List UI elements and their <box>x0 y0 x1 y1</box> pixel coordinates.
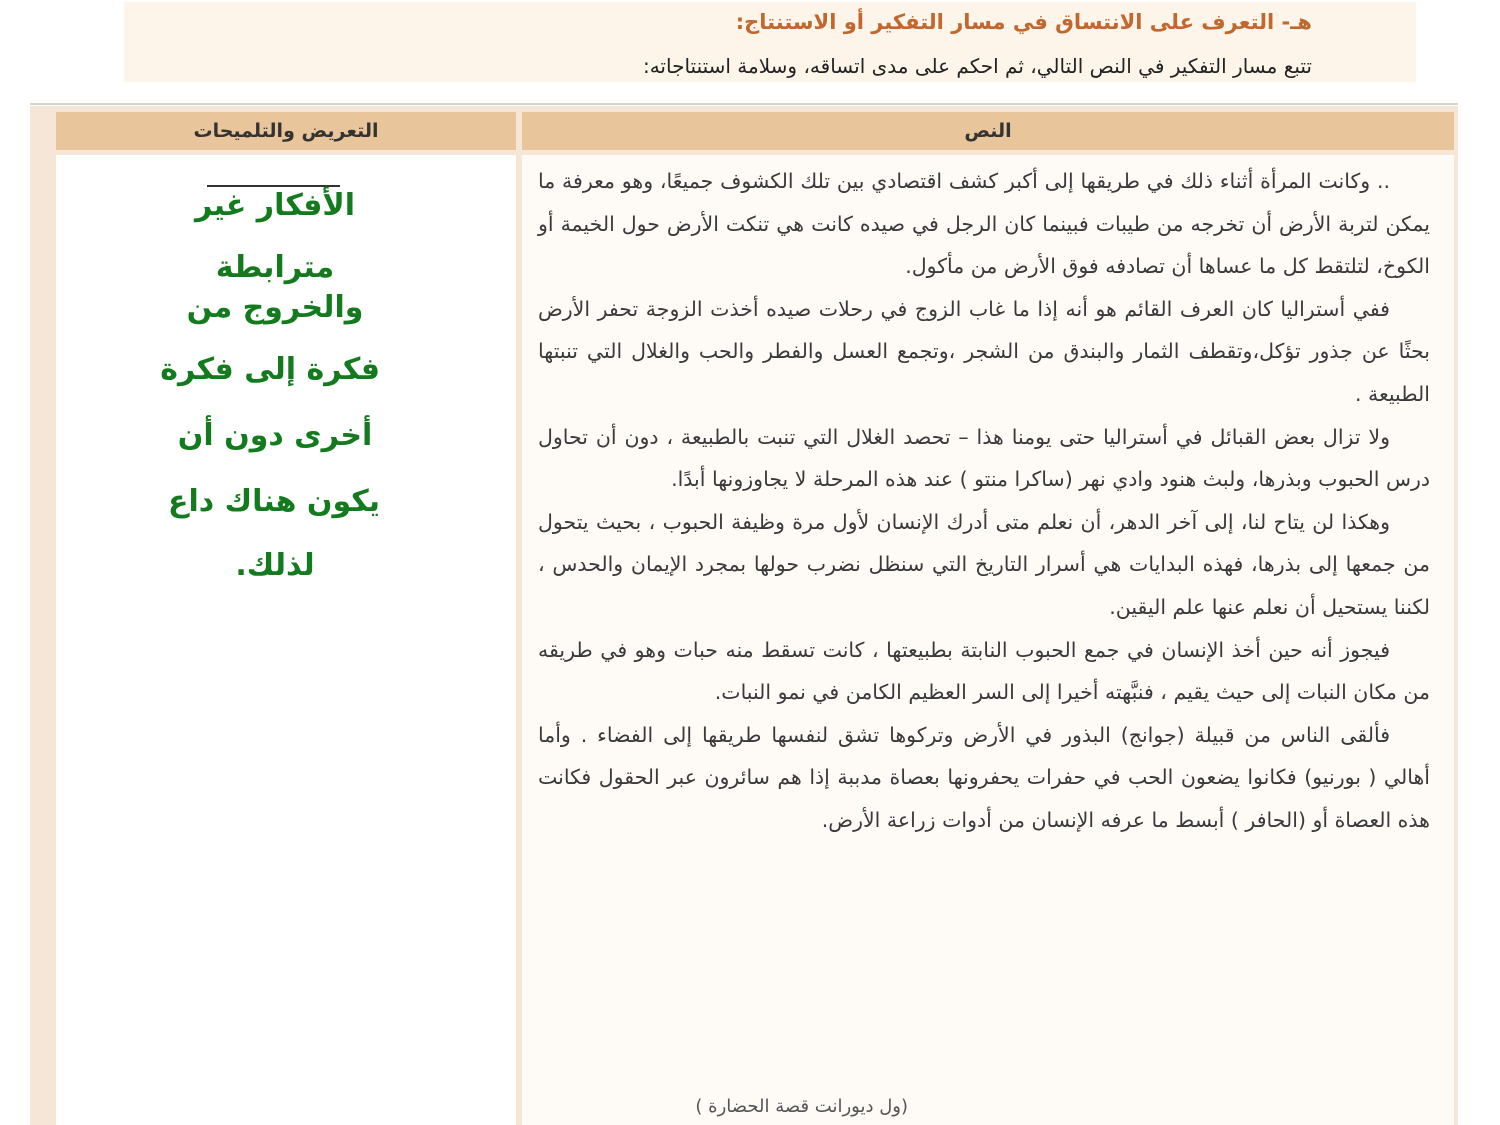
passage-paragraph: وهكذا لن يتاح لنا، إلى آخر الدهر، أن نعلم متى أدرك الإنسان لأول مرة وظيفة الحبوب ، بحيث يتحول من جمعها إلى بذرها، فهذه البدايات هي أسرار التاريخ التي سنظل نضرب حولها بمجرد الإيمان والحدس ، لكننا يستحيل أن نعلم عنها علم اليقين. <box>538 509 1430 619</box>
annotation-line: أخرى دون أن <box>177 418 373 453</box>
passage-paragraph: فيجوز أنه حين أخذ الإنسان في جمع الحبوب النابتة بطبيعتها ، كانت تسقط منه حبات وهو في طريقه من مكان النبات إلى حيث يقيم ، فنبَّهته أخيرا إلى السر العظيم الكامن في نمو النبات. <box>538 637 1430 705</box>
passage-paragraph: .. وكانت المرأة أثناء ذلك في طريقها إلى أكبر كشف اقتصادي بين تلك الكشوف جميعًا، وهو معرفة ما يمكن لتربة الأرض أن تخرجه من طيبات فبينما كان الرجل في صيده كانت هي تنكت الأرض حول الخيمة أو الكوخ، لتلتقط كل ما عساها أن تصادفه فوق الأرض من مأكول. <box>538 169 1430 279</box>
annotation-line: فكرة إلى فكرة <box>160 352 380 387</box>
passage-paragraph: فألقى الناس من قبيلة (جوانج) البذور في الأرض وتركوها تشق لنفسها طريقها إلى الفضاء . وأما أهالي ( بورنيو) فكانوا يضعون الحب في حفرات يحفرونها بعصاة مدببة إذا هم سائرون عبر الحقول فكانت هذه العصاة أو (الحافر ) أبسط ما عرفه الإنسان من أدوات زراعة الأرض. <box>538 722 1430 832</box>
annotation-line: لذلك. <box>235 548 315 583</box>
section-header <box>124 2 1416 82</box>
annotation-line: الأفكار غير <box>194 188 356 223</box>
annotation-line: يكون هناك داع <box>168 484 380 519</box>
divider <box>30 103 1458 105</box>
column-header-hints: التعريض والتلميحات <box>56 112 516 150</box>
section-instruction: تتبع مسار التفكير في النص التالي، ثم احكم على مدى اتساقه، وسلامة استنتاجاته: <box>642 54 1312 78</box>
annotation-rule <box>207 185 340 187</box>
column-header-text: النص <box>522 112 1454 150</box>
annotation-line: مترابطة <box>215 250 335 285</box>
passage-paragraph: ولا تزال بعض القبائل في أستراليا حتى يومنا هذا – تحصد الغلال التي تنبت بالطبيعة ، دون أن تحاول درس الحبوب وبذرها، ولبث هنود وادي نهر (ساكرا منتو ) عند هذه المرحلة لا يجاوزونها أبدًا. <box>538 424 1430 492</box>
passage-text <box>538 160 1430 842</box>
section-title: هـ- التعرف على الانتساق في مسار التفكير أو الاستنتاج: <box>735 10 1312 34</box>
passage-paragraph: ففي أستراليا كان العرف القائم هو أنه إذا ما غاب الزوج في رحلات صيده أخذت الزوجة تحفر الأرض بحثًا عن جذور تؤكل،وتقطف الثمار والبندق من الشجر ،وتجمع العسل والفطر والحب والغلال التي تنبتها الطبيعة . <box>538 296 1430 406</box>
annotation-line: والخروج من <box>186 290 364 325</box>
citation: (ول ديورانت قصة الحضارة ) <box>695 1096 908 1117</box>
